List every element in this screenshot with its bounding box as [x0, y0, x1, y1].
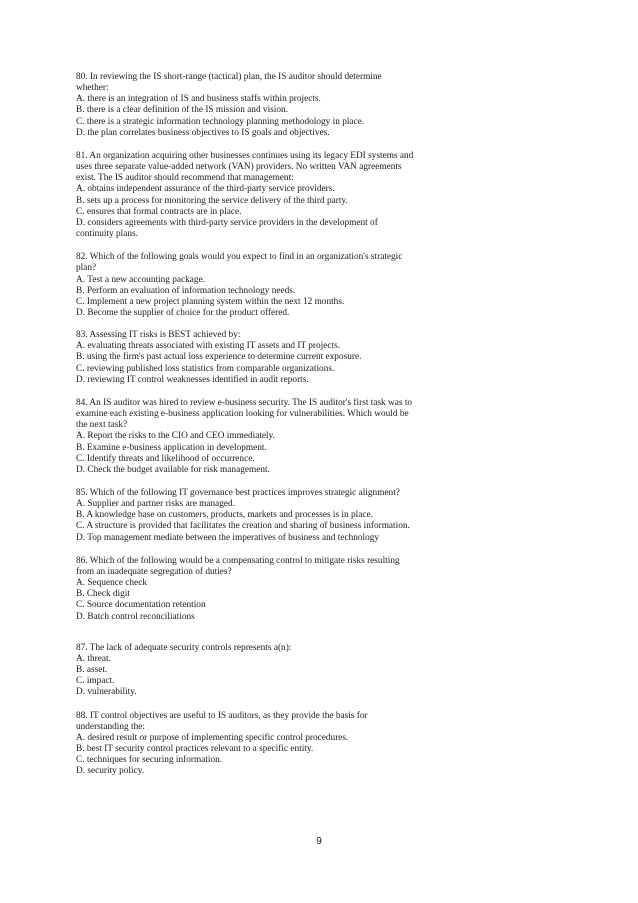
- question-stem-line: 88. IT control objectives are useful to IS auditors, as they provide the basis for: [76, 710, 368, 721]
- answer-option-continuation: continuity plans.: [76, 229, 138, 240]
- question-stem-line: examine each existing e-business application looking for vulnerabilities. Which would be: [76, 409, 409, 420]
- question-stem-line: from an inadequate segregation of duties?: [76, 566, 232, 577]
- question-gap: [76, 319, 441, 330]
- question-stem-line: understanding the:: [76, 721, 145, 732]
- answer-option: D. the plan correlates business objectives to IS goals and objectives.: [76, 127, 330, 138]
- answer-option: B. using the firm's past actual loss experience to determine current exposure.: [76, 352, 362, 363]
- question-stem-line: uses three separate value-added network (VAN) providers. No written VAN agreements: [76, 162, 402, 173]
- answer-option: A. there is an integration of IS and business staffs within projects.: [76, 94, 321, 105]
- question-gap: [76, 544, 441, 556]
- question-stem-line: exist. The IS auditor should recommend that management:: [76, 173, 294, 184]
- question-82: [76, 252, 441, 319]
- answer-option: D. considers agreements with third-party service providers in the development of: [76, 217, 378, 228]
- answer-option: C. A structure is provided that facilitates the creation and sharing of business information.: [76, 521, 410, 532]
- answer-option: A. obtains independent assurance of the third-party service providers.: [76, 184, 335, 195]
- question-88: [76, 711, 441, 778]
- question-stem-line: 81. An organization acquiring other businesses continues using its legacy EDI systems and: [76, 150, 414, 161]
- answer-option: C. impact.: [76, 676, 115, 687]
- answer-option: A. threat.: [76, 653, 111, 664]
- question-gap: [76, 240, 441, 252]
- answer-option: D. Top management mediate between the imperatives of business and technology: [76, 532, 380, 543]
- answer-option: C. techniques for securing information.: [76, 755, 223, 766]
- answer-option: D. Check the budget available for risk management.: [76, 464, 270, 475]
- question-stem-line: 84. An IS auditor was hired to review e-business security. The IS auditor's first task was to: [76, 397, 413, 408]
- answer-option: C. reviewing published loss statistics from comparable organizations.: [76, 363, 335, 374]
- question-gap: [76, 476, 441, 488]
- answer-option: A. desired result or purpose of implementing specific control procedures.: [76, 732, 349, 743]
- answer-option: B. Check digit: [76, 589, 130, 600]
- page-number: 9: [316, 836, 322, 847]
- question-stem-line: 86. Which of the following would be a compensating control to mitigate risks resulting: [76, 555, 400, 566]
- answer-option: B. Perform an evaluation of information technology needs.: [76, 285, 296, 296]
- question-stem-line: plan?: [76, 263, 97, 274]
- answer-option: B. sets up a process for monitoring the service delivery of the third party.: [76, 195, 348, 206]
- answer-option: C. ensures that formal contracts are in place.: [76, 206, 242, 217]
- question-stem-line: the next task?: [76, 420, 128, 431]
- answer-option: D. Batch control reconciliations: [76, 611, 195, 622]
- answer-option: B. asset.: [76, 665, 108, 676]
- question-stem-line: 87. The lack of adequate security controls represents a(n):: [76, 642, 292, 653]
- question-81: [76, 151, 441, 240]
- answer-option: D. vulnerability.: [76, 687, 137, 698]
- question-stem-line: 83. Assessing IT risks is BEST achieved by:: [76, 330, 241, 341]
- question-list: [76, 72, 441, 777]
- answer-option: A. Supplier and partner risks are managed.: [76, 499, 236, 510]
- answer-option: C. Identify threats and likelihood of occurrence.: [76, 453, 255, 464]
- answer-option: A. evaluating threats associated with existing IT assets and IT projects.: [76, 341, 341, 352]
- answer-option: B. there is a clear definition of the IS mission and vision.: [76, 105, 288, 116]
- answer-option: B. Examine e-business application in development.: [76, 442, 267, 453]
- question-84: [76, 398, 441, 476]
- answer-option: C. there is a strategic information technology planning methodology in place.: [76, 116, 365, 127]
- answer-option: B. best IT security control practices relevant to a specific entity.: [76, 743, 314, 754]
- answer-option: A. Report the risks to the CIO and CEO immediately.: [76, 431, 275, 442]
- answer-option: D. Become the supplier of choice for the product offered.: [76, 307, 290, 318]
- question-stem-line: whether:: [76, 83, 109, 94]
- answer-option: D. security policy.: [76, 766, 145, 777]
- question-stem-line: 82. Which of the following goals would you expect to find in an organization's strategic: [76, 252, 403, 263]
- answer-option: C. Source documentation retention: [76, 600, 206, 611]
- question-86: [76, 556, 441, 623]
- question-gap: [76, 699, 441, 711]
- question-stem-line: 80. In reviewing the IS short-range (tactical) plan, the IS auditor should determine: [76, 72, 382, 82]
- answer-option: D. reviewing IT control weaknesses identified in audit reports.: [76, 374, 309, 385]
- question-85: [76, 488, 441, 544]
- question-87: [76, 643, 441, 699]
- answer-option: B. A knowledge base on customers, products, markets and processes is in place.: [76, 510, 373, 521]
- question-gap: [76, 139, 441, 151]
- answer-option: A. Test a new accounting package.: [76, 274, 206, 285]
- question-80: [76, 72, 441, 139]
- answer-option: C. Implement a new project planning system within the next 12 months.: [76, 296, 345, 307]
- answer-option: A. Sequence check: [76, 578, 147, 589]
- question-gap: [76, 623, 441, 643]
- question-stem-line: 85. Which of the following IT governance best practices improves strategic alignment?: [76, 488, 400, 498]
- question-83: [76, 330, 441, 386]
- question-gap: [76, 386, 441, 398]
